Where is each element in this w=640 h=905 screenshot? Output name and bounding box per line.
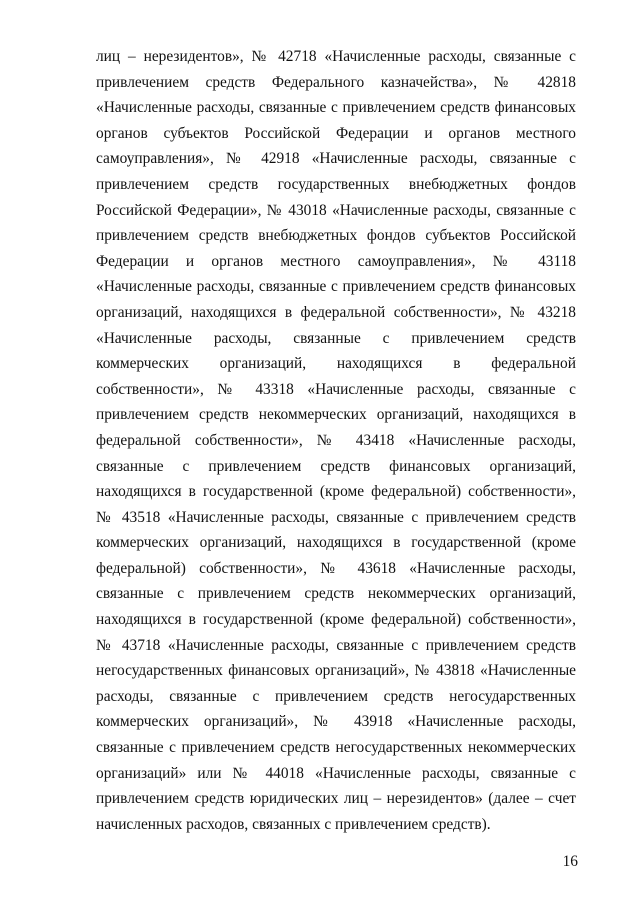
- page-number: 16: [562, 853, 578, 870]
- body-paragraph: лиц – нерезидентов», № 42718 «Начисленные расходы, связанные с привлечением средств Федерального казначейства», № 42818 «Начисленные расходы, связанные с привлечением средств финансовых органов субъектов Российской Федерации и органов местного самоуправления», № 42918 «Начисленные расходы, связанные с привлечением средств государственных внебюджетных фондов Российской Федерации», № 43018 «Начисленные расходы, связанные с привлечением средств внебюджетных фондов субъектов Российской Федерации и органов местного самоуправления», № 43118 «Начисленные расходы, связанные с привлечением средств финансовых организаций, находящихся в федеральной собственности», № 43218 «Начисленные расходы, связанные с привлечением средств коммерческих организаций, находящихся в федеральной собственности», № 43318 «Начисленные расходы, связанные с привлечением средств некоммерческих организаций, находящихся в федеральной собственности», № 43418 «Начисленные расходы, связанные с привлечением средств финансовых организаций, находящихся в государственной (кроме федеральной) собственности», № 43518 «Начисленные расходы, связанные с привлечением средств коммерческих организаций, находящихся в государственной (кроме федеральной) собственности», № 43618 «Начисленные расходы, связанные с привлечением средств некоммерческих организаций, находящихся в государственной (кроме федеральной) собственности», № 43718 «Начисленные расходы, связанные с привлечением средств негосударственных финансовых организаций», № 43818 «Начисленные расходы, связанные с привлечением средств негосударственных коммерческих организаций», № 43918 «Начисленные расходы, связанные с привлечением средств негосударственных некоммерческих организаций» или № 44018 «Начисленные расходы, связанные с привлечением средств юридических лиц – нерезидентов» (далее – счет начисленных расходов, связанных с привлечением средств).: [96, 48, 576, 833]
